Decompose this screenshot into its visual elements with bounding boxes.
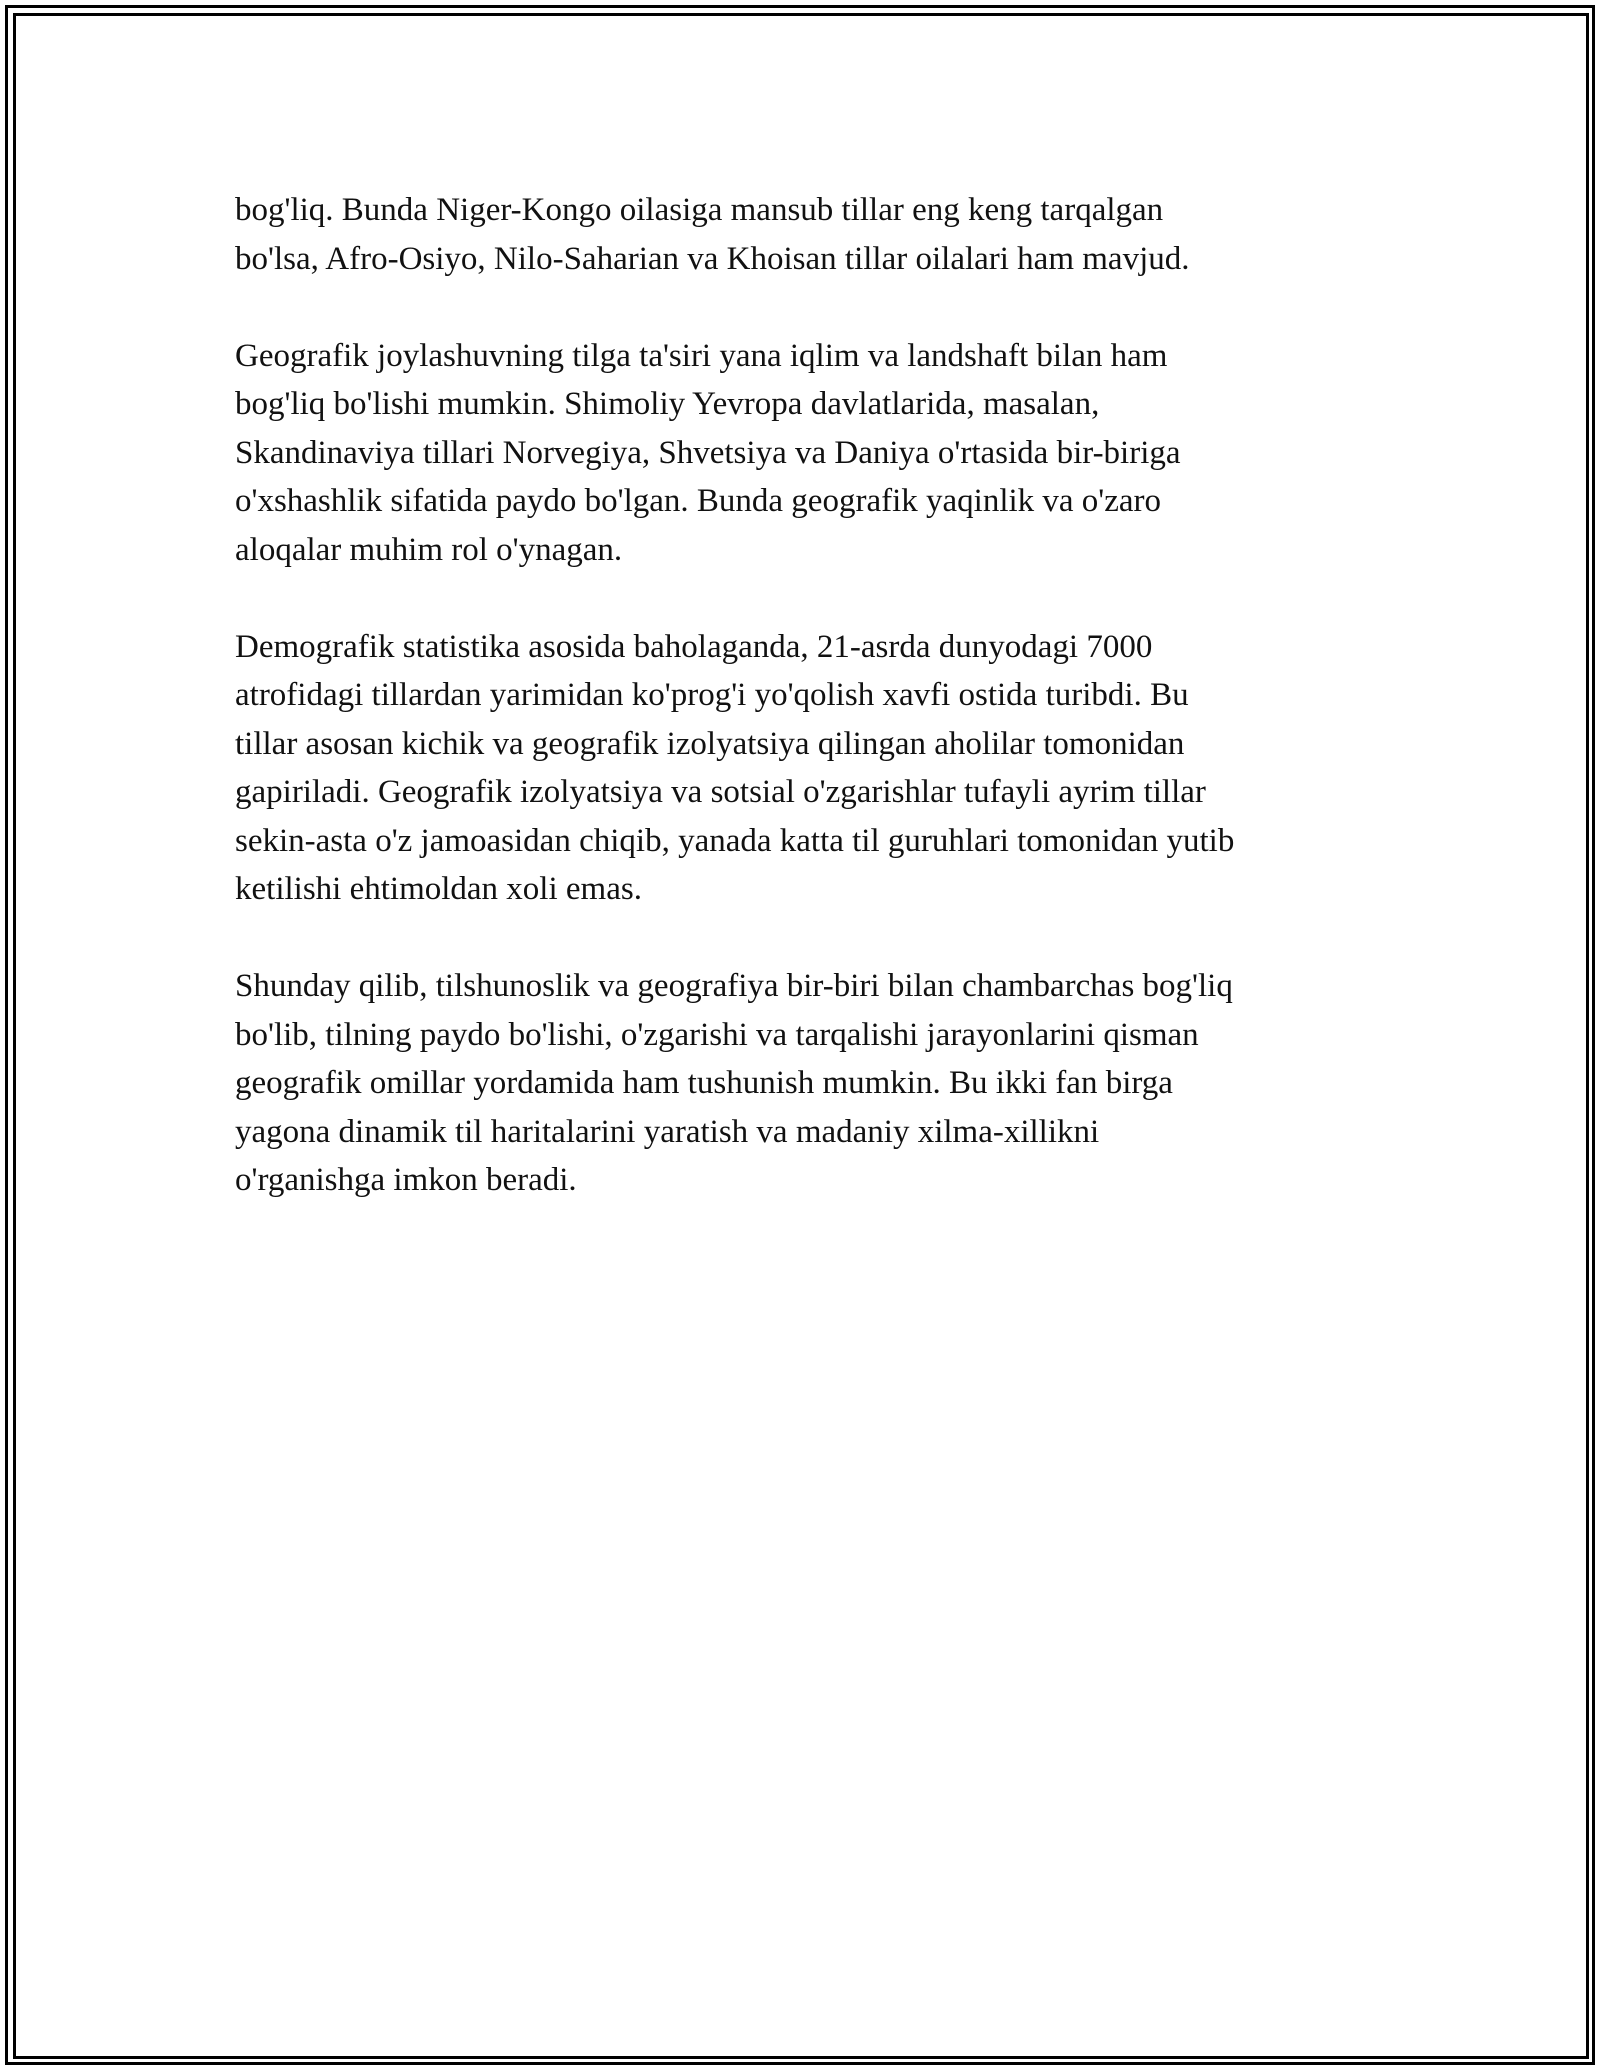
paragraph-continuation: bog'liq. Bunda Niger-Kongo oilasiga mansub tillar eng keng tarqalgan bo'lsa, Afro-Osiyo, Nilo-Saharian va Khoisan tillar oilalari ham mavjud. — [235, 192, 1190, 277]
paragraph-geography-influence: Geografik joylashuvning tilga ta'siri yana iqlim va landshaft bilan ham bog'liq bo'lishi mumkin. Shimoliy Yevropa davlatlarida, masalan, Skandinaviya tillari Norvegiya, Shvetsiya va Daniya o'rtasida bir-biriga o'xshashlik sifatida paydo bo'lgan. Bunda geografik yaqinlik va o'zaro aloqalar muhim rol o'ynagan. — [235, 337, 1181, 568]
document-body — [235, 186, 1365, 1253]
paragraph-conclusion: Shunday qilib, tilshunoslik va geografiya bir-biri bilan chambarchas bog'liq bo'lib, tilning paydo bo'lishi, o'zgarishi va tarqalishi jarayonlarini qisman geografik omillar yordamida ham tushunish mumkin. Bu ikki fan birga yagona dinamik til haritalarini yaratish va madaniy xilma-xillikni o'rganishga imkon beradi. — [235, 968, 1233, 1198]
paragraph-demographic-statistics: Demografik statistika asosida baholaganda, 21-asrda dunyodagi 7000 atrofidagi tillardan yarimidan ko'prog'i yo'qolish xavfi ostida turibdi. Bu tillar asosan kichik va geografik izolyatsiya qilingan aholilar tomonidan gapiriladi. Geografik izolyatsiya va sotsial o'zgarishlar tufayli ayrim tillar sekin-asta o'z jamoasidan chiqib, yanada katta til guruhlari tomonidan yutib ketilishi ehtimoldan xoli emas. — [235, 628, 1235, 907]
